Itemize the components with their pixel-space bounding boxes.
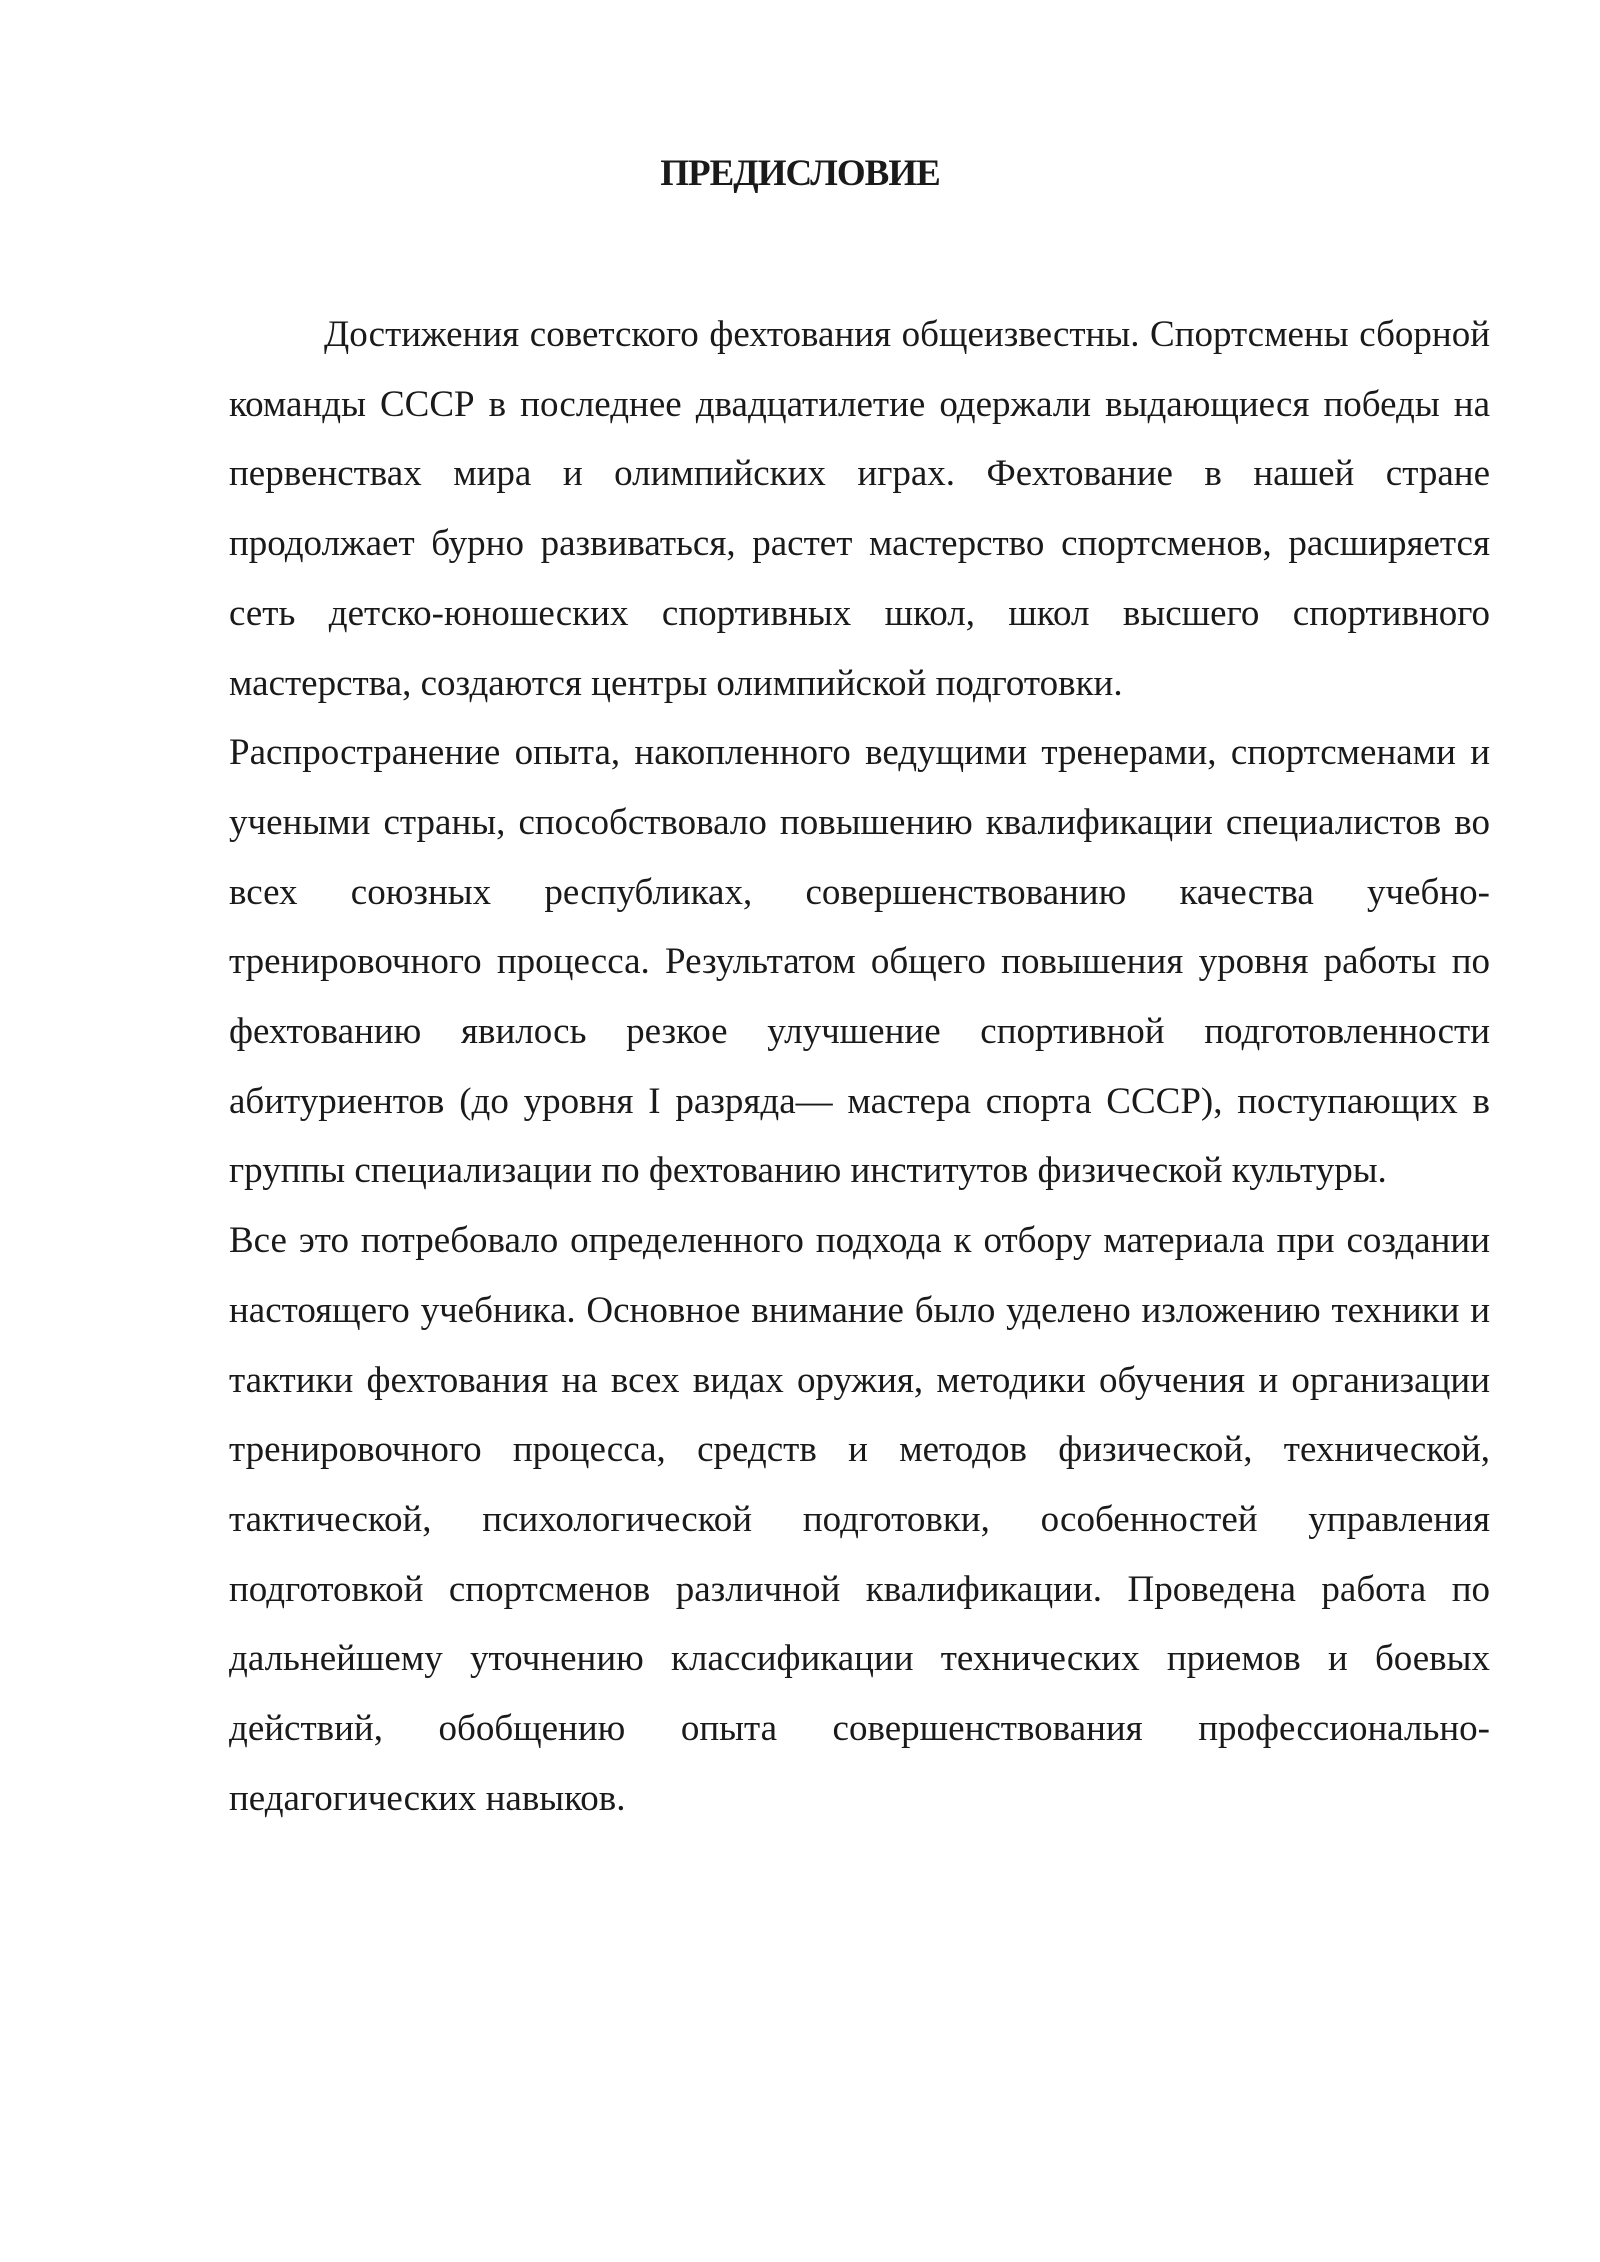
paragraph-1: Достижения советского фехтования общеизвестны. Спортсмены сборной команды СССР в последнее двадцатилетие одержали выдающиеся победы на первенствах мира и олимпийских играх. Фехтование в нашей стране продолжает бурно развиваться, растет мастерство спортсменов, расширяется сеть детско-юношеских спортивных школ, школ высшего спортивного мастерства, создаются центры олимпийской подготовки. (229, 314, 1490, 704)
paragraph-3: Все это потребовало определенного подхода к отбору материала при создании настоящего учебника. Основное внимание было уделено изложению техники и тактики фехтования на всех видах оружия, методики обучения и организации тренировочного процесса, средств и методов физической, технической, тактической, психологической подготовки, особенностей управления подготовкой спортсменов различной квалификации. Проведена работа по дальнейшему уточнению классификации технических приемов и боевых действий, обобщению опыта совершенствования профессионально-педагогических навыков. (229, 1220, 1490, 1819)
paragraph-2: Распространение опыта, накопленного ведущими тренерами, спортсменами и учеными страны, способствовало повышению квалификации специалистов во всех союзных республиках, совершенствованию качества учебно-тренировочного процесса. Результатом общего повышения уровня работы по фехтованию явилось резкое улучшение спортивной подготовленности абитуриентов (до уровня I разряда— мастера спорта СССР), поступающих в группы специализации по фехтованию институтов физической культуры. (229, 732, 1490, 1192)
document-body (229, 300, 1490, 1833)
page-title: ПРЕДИСЛОВИЕ (660, 153, 940, 194)
